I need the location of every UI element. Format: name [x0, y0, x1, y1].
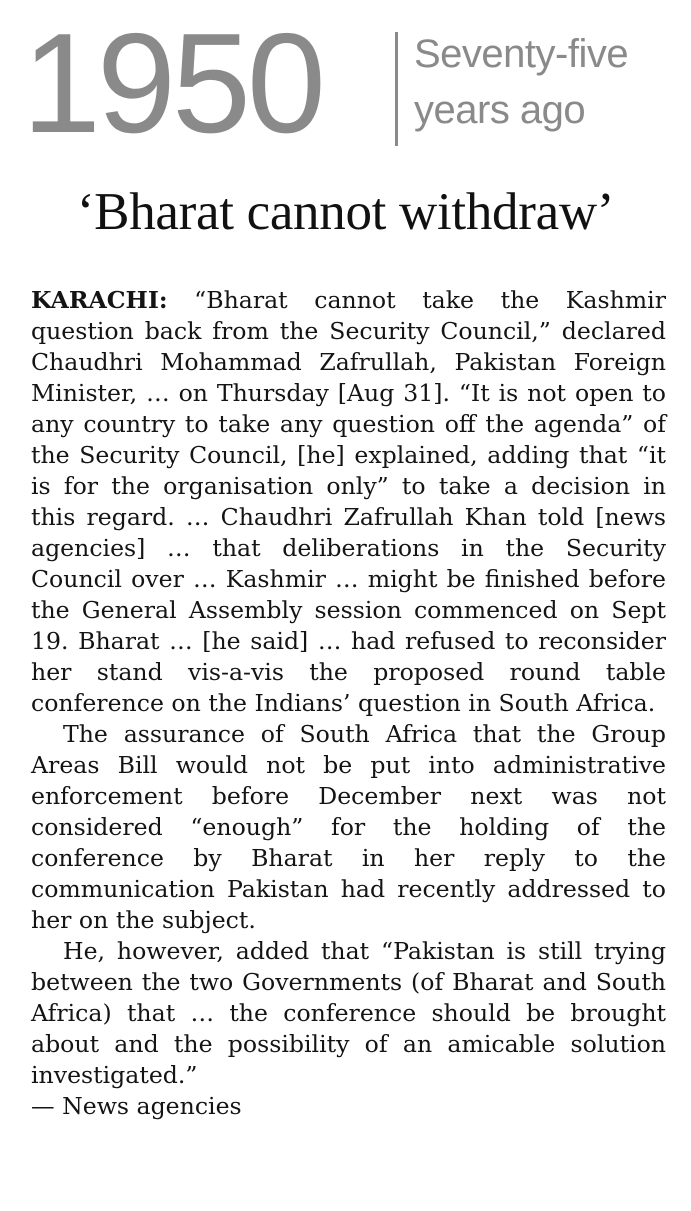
dateline: KARACHI:: [31, 286, 168, 314]
article-paragraph-2: The assurance of South Africa that the Group Areas Bill would not be put into administrative enforcement before December next was not considered “enough” for the holding of the conference by Bharat in her reply to the communication Pakistan had recently addressed to her on the subject.: [31, 720, 666, 934]
headline: ‘Bharat cannot withdraw’: [76, 183, 615, 241]
masthead-caption: [414, 26, 628, 138]
article-paragraph-1-text: “Bharat cannot take the Kashmir question back from the Security Council,” declared Chaudhri Mohammad Zafrullah, Pakistan Foreign Minister, … on Thursday [Aug 31]. “It is not open to any country to take any question off the agenda” of the Security Council, [he] explained, adding that “it is for the organisation only” to take a decision in this regard. … Chaudhri Zafrullah Khan told [news agencies] … that deliberations in the Security Council over … Kashmir … might be finished before the General Assembly session commenced on Sept 19. Bharat … [he said] … had refused to reconsider her stand vis-a-vis the proposed round table conference on the Indians’ question in South Africa.: [31, 286, 666, 717]
masthead: [22, 4, 672, 163]
article-paragraph-3: He, however, added that “Pakistan is still trying between the two Governments (of Bharat and South Africa) that … the conference should be brought about and the possibility of an amicable solution investigated.”: [31, 937, 666, 1089]
article-body: [31, 285, 666, 1122]
masthead-year: 1950: [22, 4, 322, 163]
masthead-caption-line2: years ago: [414, 88, 586, 132]
masthead-divider: [395, 32, 398, 146]
article-paragraph-1: [31, 285, 666, 719]
article-credit: — News agencies: [31, 1092, 242, 1120]
masthead-caption-line1: Seventy-five: [414, 32, 629, 76]
